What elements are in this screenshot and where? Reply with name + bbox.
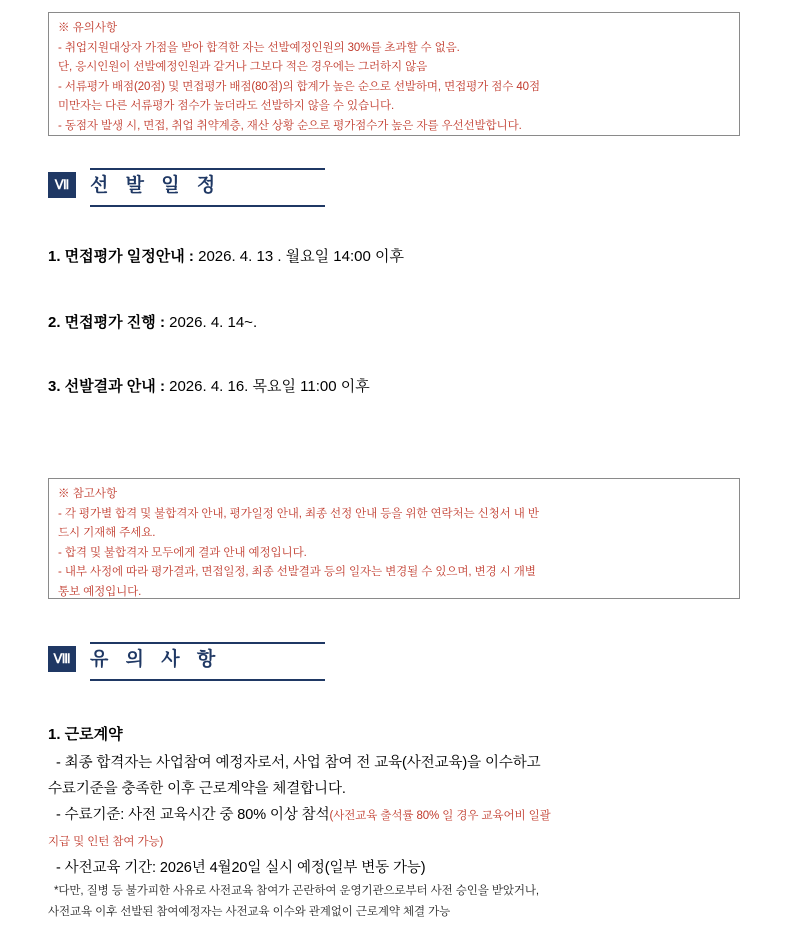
- notice-top-line-5: - 동점자 발생 시, 면접, 취업 취약계층, 재산 상황 순으로 평가점수가 높은 자를 우선선발합니다.: [58, 119, 522, 132]
- notice-mid-line-1: - 각 평가별 합격 및 불합격자 안내, 평가일정 안내, 최종 선정 안내 등을 위한 연락처는 신청서 내 반: [58, 507, 539, 520]
- notice-top-line-4: 미만자는 다른 서류평가 점수가 높더라도 선발하지 않을 수 있습니다.: [58, 100, 395, 112]
- completion-standard-note: (사전교육 출석률 80% 일 경우 교육어비 일괄: [329, 810, 551, 822]
- section-title-7: 선 발 일 정: [90, 175, 222, 196]
- notice-top-line-2: 단, 응시인원이 선발예정인원과 같거나 그보다 적은 경우에는 그러하지 않음: [58, 61, 428, 73]
- section-8-body: [48, 722, 748, 923]
- heading-rule-bottom: [90, 205, 325, 207]
- section-number-8: Ⅷ: [48, 646, 76, 672]
- notice-top-title: ※ 유의사항: [58, 22, 118, 34]
- notice-mid-line-5: 통보 예정입니다.: [58, 585, 142, 598]
- section-heading-8: [48, 642, 338, 682]
- notice-mid-line-3: - 합격 및 불합격자 모두에게 결과 안내 예정입니다.: [58, 546, 307, 559]
- schedule-item: [48, 312, 257, 334]
- footnote-line-2: 사전교육 이후 선발된 참여예정자는 사전교육 이수와 관계없이 근로계약 체결 가능: [48, 906, 451, 918]
- notice-box-reference: [48, 478, 740, 599]
- notice-mid-line-2: 드시 기재해 주세요.: [58, 527, 156, 539]
- schedule-item-label: 1. 면접평가 일정안내 :: [48, 248, 194, 265]
- schedule-item-value: 2026. 4. 13 . 월요일 14:00 이후: [193, 248, 404, 265]
- notice-top-line-3: - 서류평가 배점(20점) 및 면접평가 배점(80점)의 합계가 높은 순으로 선발하며, 면접평가 점수 40점: [58, 80, 540, 93]
- subsection-title-labor-contract: 1. 근로계약: [48, 726, 123, 743]
- notice-mid-line-4: - 내부 사정에 따라 평가결과, 면접일정, 최종 선발결과 등의 일자는 변경될 수 있으며, 변경 시 개별: [58, 566, 536, 578]
- paragraph-line-4: 지급 및 인턴 참여 가능): [48, 836, 164, 848]
- schedule-item-value: 2026. 4. 14~.: [164, 314, 258, 331]
- paragraph-line-2: 수료기준을 충족한 이후 근로계약을 체결합니다.: [48, 781, 346, 797]
- schedule-item: [48, 376, 370, 398]
- schedule-item-value: 2026. 4. 16. 목요일 11:00 이후: [164, 378, 370, 395]
- schedule-item-label: 2. 면접평가 진행 :: [48, 314, 165, 331]
- paragraph-line-1: - 최종 합격자는 사업참여 예정자로서, 사업 참여 전 교육(사전교육)을 이수하고: [56, 755, 541, 771]
- schedule-item-label: 3. 선발결과 안내 :: [48, 378, 165, 395]
- heading-rule-bottom: [90, 679, 325, 681]
- footnote-line-1: *다만, 질병 등 불가피한 사유로 사전교육 참여가 곤란하여 운영기관으로부터 사전 승인을 받았거나,: [54, 885, 539, 897]
- notice-box-top: [48, 12, 740, 136]
- section-heading-7: [48, 168, 338, 208]
- notice-mid-title: ※ 참고사항: [58, 488, 118, 500]
- paragraph-line-3: [48, 802, 748, 829]
- section-number-7: Ⅶ: [48, 172, 76, 198]
- schedule-item: [48, 246, 404, 268]
- paragraph-line-5: - 사전교육 기간: 2026년 4월20일 실시 예정(일부 변동 가능): [56, 860, 426, 876]
- section-title-8: 유 의 사 항: [90, 649, 222, 670]
- notice-top-line-1: - 취업지원대상자 가점을 받아 합격한 자는 선발예정인원의 30%를 초과할 수 없음.: [58, 41, 460, 54]
- completion-standard-text: - 수료기준: 사전 교육시간 중 80% 이상 참석: [56, 807, 330, 823]
